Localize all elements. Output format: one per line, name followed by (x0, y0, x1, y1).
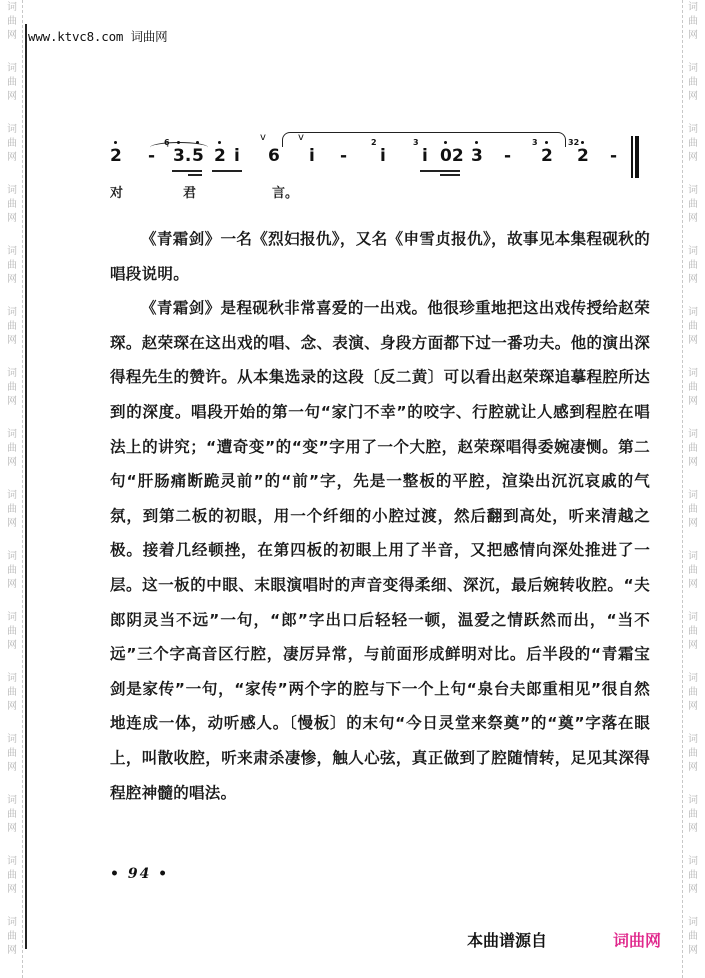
dash-extension: - (340, 146, 348, 166)
left-watermark-column (0, 0, 24, 978)
watermark-glyph: 词 (7, 551, 17, 562)
watermark-group (688, 244, 698, 305)
watermark-glyph: 网 (688, 91, 698, 102)
watermark-glyph: 词 (7, 63, 17, 74)
watermark-glyph: 曲 (7, 199, 17, 210)
note: 6 (268, 146, 280, 166)
watermark-glyph: 词 (7, 673, 17, 684)
watermark-group (7, 549, 17, 610)
watermark-group (688, 549, 698, 610)
paragraph-2: 《青霜剑》是程砚秋非常喜爱的一出戏。他很珍重地把这出戏传授给赵荣琛。赵荣琛在这出戏的唱、念、表演、身段方面都下过一番功夫。他的演出深得程先生的赞许。从本集选录的这段〔反二黄〕可以看出赵荣琛追摹程腔所达到的深度。唱段开始的第一句“家门不幸”的咬字、行腔就让人感到程腔在唱法上的讲究；“遭奇变”的“变”字用了一个大腔，赵荣琛唱得委婉凄恻。第二句“肝肠痛断跪灵前”的“前”字，先是一整板的平腔，渲染出沉沉哀戚的气氛，到第二板的初眼，用一个纤细的小腔过渡，然后翻到高处，听来清越之极。接着几经顿挫，在第四板的初眼上用了半音，又把感情向深处推进了一层。这一板的中眼、末眼演唱时的声音变得柔细、深沉，最后婉转收腔。“夫郎阴灵当不远”一句，“郎”字出口后轻轻一顿，温爱之情跃然而出，“当不远”三个字高音区行腔，凄厉异常，与前面形成鲜明对比。后半段的“青霜宝剑是家传”一句，“家传”两个字的腔与下一个上句“泉台夫郎重相见”很自然地连成一体，动听感人。〔慢板〕的末句“今日灵堂来祭奠”的“奠”字落在眼上，叫散收腔，听来肃杀凄惨，触人心弦，真正做到了腔随情转，足见其深得程腔神髓的唱法。 (110, 299, 650, 802)
jianpu-notation-line (110, 128, 650, 201)
watermark-glyph: 曲 (7, 260, 17, 271)
octave-dot (196, 141, 199, 144)
note: 5 (192, 146, 204, 166)
watermark-glyph: 网 (7, 823, 17, 834)
watermark-glyph: 网 (7, 274, 17, 285)
watermark-group (688, 427, 698, 488)
watermark-glyph: 曲 (688, 504, 698, 515)
watermark-glyph: 曲 (7, 382, 17, 393)
watermark-glyph: 网 (7, 518, 17, 529)
watermark-group (7, 732, 17, 793)
watermark-group (688, 671, 698, 732)
watermark-glyph: 网 (688, 945, 698, 956)
watermark-stack-left (7, 0, 17, 976)
watermark-glyph: 网 (688, 823, 698, 834)
watermark-group (688, 915, 698, 976)
watermark-group (688, 610, 698, 671)
watermark-glyph: 曲 (688, 138, 698, 149)
watermark-glyph: 曲 (688, 687, 698, 698)
watermark-group (7, 122, 17, 183)
page-number: • 94 • (110, 866, 170, 882)
watermark-glyph: 词 (7, 856, 17, 867)
watermark-glyph: 词 (688, 307, 698, 318)
watermark-glyph: 网 (7, 91, 17, 102)
watermark-glyph: 词 (7, 368, 17, 379)
watermark-group (688, 305, 698, 366)
watermark-glyph: 词 (7, 429, 17, 440)
left-dashed-border (22, 0, 23, 978)
watermark-group (7, 244, 17, 305)
watermark-glyph: 网 (7, 457, 17, 468)
octave-dot (177, 141, 180, 144)
watermark-group (7, 61, 17, 122)
watermark-glyph: 曲 (7, 809, 17, 820)
lyric: 言。 (272, 186, 299, 201)
watermark-group (688, 793, 698, 854)
watermark-glyph: 网 (7, 335, 17, 346)
watermark-glyph: 曲 (688, 16, 698, 27)
watermark-glyph: 曲 (7, 77, 17, 88)
watermark-glyph: 网 (7, 884, 17, 895)
paragraph-1: 《青霜剑》一名《烈妇报仇》，又名《申雪贞报仇》，故事见本集程砚秋的唱段说明。 (110, 230, 650, 283)
watermark-glyph: 网 (7, 945, 17, 956)
watermark-glyph: 曲 (7, 16, 17, 27)
watermark-glyph: 网 (688, 213, 698, 224)
site-url[interactable]: www.ktvc8.com (28, 29, 124, 44)
watermark-group (7, 915, 17, 976)
breath-mark: v (298, 132, 304, 143)
watermark-glyph: 曲 (7, 748, 17, 759)
watermark-group (7, 183, 17, 244)
watermark-glyph: 网 (7, 30, 17, 41)
watermark-group (7, 366, 17, 427)
watermark-glyph: 曲 (7, 870, 17, 881)
watermark-glyph: 词 (688, 551, 698, 562)
note: 3 (471, 146, 483, 166)
watermark-group (688, 488, 698, 549)
watermark-glyph: 网 (7, 579, 17, 590)
watermark-glyph: 词 (688, 368, 698, 379)
page-left-rule (25, 24, 27, 949)
beam-underline-double (440, 174, 460, 176)
watermark-glyph: 网 (7, 762, 17, 773)
breath-mark: v (260, 132, 266, 143)
watermark-glyph: 网 (688, 579, 698, 590)
note: 02 (440, 146, 464, 166)
beam-underline (172, 170, 202, 172)
watermark-glyph: 网 (688, 884, 698, 895)
watermark-glyph: 词 (7, 734, 17, 745)
watermark-glyph: 曲 (688, 809, 698, 820)
watermark-glyph: 曲 (7, 138, 17, 149)
watermark-glyph: 曲 (688, 260, 698, 271)
watermark-glyph: 曲 (688, 748, 698, 759)
watermark-glyph: 词 (688, 2, 698, 13)
watermark-glyph: 词 (7, 307, 17, 318)
grace-note: 6̣ (164, 138, 170, 147)
watermark-glyph: 词 (688, 63, 698, 74)
watermark-group (7, 488, 17, 549)
watermark-glyph: 曲 (688, 565, 698, 576)
watermark-glyph: 曲 (688, 626, 698, 637)
watermark-glyph: 网 (7, 396, 17, 407)
watermark-glyph: 词 (7, 2, 17, 13)
watermark-group (688, 732, 698, 793)
watermark-glyph: 词 (688, 917, 698, 928)
watermark-group (688, 0, 698, 61)
watermark-glyph: 曲 (688, 77, 698, 88)
watermark-glyph: 曲 (688, 321, 698, 332)
watermark-glyph: 词 (688, 673, 698, 684)
watermark-glyph: 词 (688, 734, 698, 745)
lyric: 君 (183, 186, 197, 201)
right-watermark-column (681, 0, 705, 978)
watermark-glyph: 词 (7, 246, 17, 257)
note: 2 (214, 146, 226, 166)
watermark-group (7, 0, 17, 61)
watermark-glyph: 曲 (7, 321, 17, 332)
octave-dot (218, 141, 221, 144)
dash-extension: - (610, 146, 618, 166)
watermark-group (7, 793, 17, 854)
watermark-group (688, 122, 698, 183)
dash-extension: - (148, 146, 156, 166)
grace-note: 2 (371, 138, 377, 147)
watermark-glyph: 曲 (688, 443, 698, 454)
watermark-glyph: 词 (7, 185, 17, 196)
watermark-glyph: 曲 (688, 382, 698, 393)
final-barline-thin (631, 136, 633, 178)
watermark-glyph: 曲 (7, 565, 17, 576)
watermark-glyph: 词 (7, 795, 17, 806)
footer-source-link[interactable]: 词曲网 (613, 931, 662, 950)
watermark-glyph: 词 (7, 917, 17, 928)
note: 2 (577, 146, 589, 166)
note: 2 (541, 146, 553, 166)
watermark-glyph: 曲 (7, 626, 17, 637)
note: i (422, 146, 428, 166)
octave-dot (545, 141, 548, 144)
grace-note: 3 (413, 138, 419, 147)
watermark-glyph: 网 (688, 30, 698, 41)
watermark-glyph: 网 (7, 152, 17, 163)
watermark-group (7, 671, 17, 732)
watermark-group (688, 61, 698, 122)
watermark-glyph: 曲 (688, 199, 698, 210)
watermark-glyph: 曲 (7, 504, 17, 515)
grace-note: 3 (532, 138, 538, 147)
watermark-glyph: 词 (688, 246, 698, 257)
commentary-text (110, 222, 650, 810)
watermark-glyph: 词 (688, 795, 698, 806)
watermark-glyph: 网 (688, 274, 698, 285)
watermark-glyph: 网 (688, 701, 698, 712)
watermark-glyph: 曲 (688, 931, 698, 942)
watermark-glyph: 网 (7, 213, 17, 224)
watermark-glyph: 网 (688, 152, 698, 163)
watermark-glyph: 词 (7, 612, 17, 623)
watermark-glyph: 网 (688, 518, 698, 529)
watermark-glyph: 网 (688, 640, 698, 651)
watermark-glyph: 词 (7, 490, 17, 501)
watermark-glyph: 曲 (7, 687, 17, 698)
watermark-glyph: 词 (688, 429, 698, 440)
watermark-glyph: 词 (688, 856, 698, 867)
note: i (234, 146, 240, 166)
watermark-glyph: 曲 (7, 443, 17, 454)
watermark-stack-right (688, 0, 698, 976)
note: i (380, 146, 386, 166)
watermark-group (688, 854, 698, 915)
watermark-group (688, 366, 698, 427)
watermark-group (7, 305, 17, 366)
watermark-group (688, 183, 698, 244)
watermark-group (7, 610, 17, 671)
watermark-glyph: 词 (7, 124, 17, 135)
note: 2 (110, 146, 122, 166)
site-header[interactable] (28, 27, 167, 45)
beam-underline (420, 170, 460, 172)
note: 3. (173, 146, 192, 166)
watermark-glyph: 网 (7, 701, 17, 712)
watermark-glyph: 曲 (7, 931, 17, 942)
watermark-glyph: 网 (7, 640, 17, 651)
watermark-glyph: 词 (688, 124, 698, 135)
watermark-glyph: 词 (688, 490, 698, 501)
beam-underline-double (188, 174, 202, 176)
watermark-group (7, 427, 17, 488)
phrase-slur (282, 132, 566, 147)
watermark-glyph: 网 (688, 396, 698, 407)
octave-dot (581, 141, 584, 144)
watermark-glyph: 网 (688, 457, 698, 468)
final-barline-thick (635, 136, 639, 178)
right-dashed-border (682, 0, 683, 978)
lyric: 对 (110, 186, 124, 201)
watermark-glyph: 词 (688, 185, 698, 196)
watermark-group (7, 854, 17, 915)
watermark-glyph: 网 (688, 762, 698, 773)
octave-dot (114, 141, 117, 144)
note: i (309, 146, 315, 166)
beam-underline (212, 170, 242, 172)
watermark-glyph: 词 (688, 612, 698, 623)
octave-dot (475, 141, 478, 144)
grace-note: 32 (568, 138, 580, 147)
footer-source-label: 本曲谱源自 (467, 931, 548, 950)
watermark-glyph: 曲 (688, 870, 698, 881)
site-name: 词曲网 (130, 29, 168, 44)
dash-extension: - (504, 146, 512, 166)
octave-dot (444, 141, 447, 144)
watermark-glyph: 网 (688, 335, 698, 346)
